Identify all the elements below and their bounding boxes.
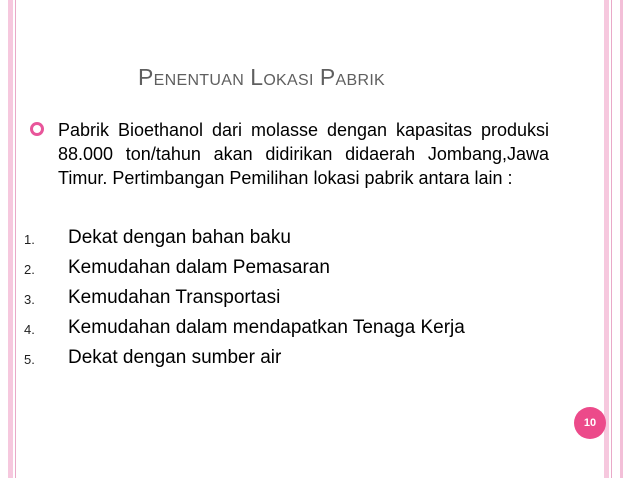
list-number: 4. — [24, 322, 35, 337]
list-number: 1. — [24, 232, 35, 247]
list-number: 5. — [24, 352, 35, 367]
list-text: Dekat dengan bahan baku — [68, 227, 291, 248]
left-decorative-stripe — [8, 0, 13, 478]
right-decorative-line — [611, 0, 612, 478]
title-rest: OKASI — [263, 72, 314, 89]
left-decorative-line — [15, 0, 16, 478]
bullet-ring-icon — [30, 122, 44, 136]
title-initial: P — [319, 64, 336, 90]
title-initial: L — [250, 64, 264, 90]
page-number-badge: 10 — [574, 407, 606, 439]
slide-title — [138, 64, 558, 91]
list-text: Kemudahan Transportasi — [68, 287, 281, 308]
list-text: Kemudahan dalam Pemasaran — [68, 257, 330, 278]
title-initial: P — [138, 64, 154, 90]
intro-paragraph: Pabrik Bioethanol dari molasse dengan kapasitas produksi 88.000 ton/tahun akan didirikan didaerah Jombang,Jawa Timur. Pertimbangan Pemilihan lokasi pabrik antara lain : — [58, 120, 549, 188]
title-rest: ENENTUAN — [153, 72, 245, 89]
list-text: Kemudahan dalam mendapatkan Tenaga Kerja — [68, 317, 465, 338]
list-number: 3. — [24, 292, 35, 307]
right-decorative-edge — [620, 0, 623, 478]
right-decorative-stripe — [604, 0, 609, 478]
list-number: 2. — [24, 262, 35, 277]
list-text: Dekat dengan sumber air — [68, 347, 282, 368]
title-rest: ABRIK — [335, 72, 386, 89]
